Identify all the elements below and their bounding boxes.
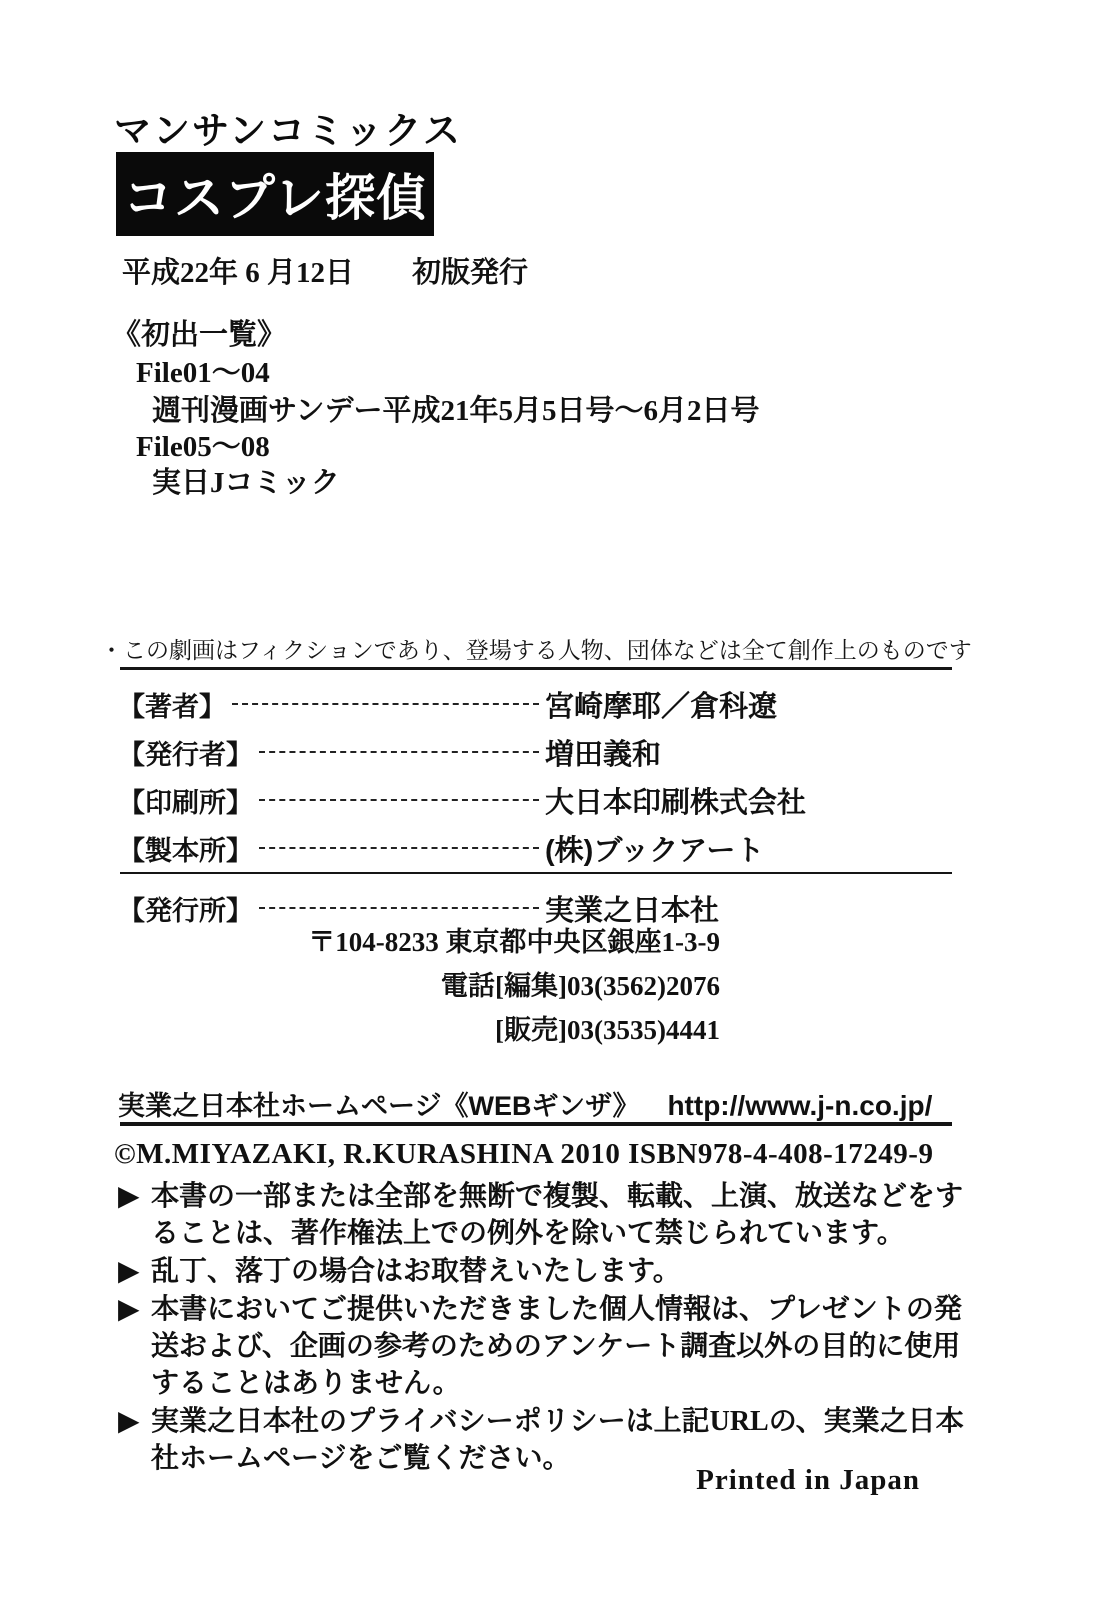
publisher-phone-editorial: 電話[編集]03(3562)2076 — [441, 971, 720, 1001]
credit-row-bindery — [118, 824, 842, 872]
edition-date-line: 平成22年 6 月12日 初版発行 — [122, 257, 529, 289]
credit-value: 大日本印刷株式会社 — [545, 786, 807, 819]
triangle-bullet-icon: ▶ — [118, 1406, 140, 1437]
divider-middle — [120, 872, 952, 874]
dotted-leader — [259, 751, 539, 753]
dotted-leader — [259, 847, 539, 849]
credit-label: 【発行所】 — [118, 895, 253, 926]
first-publication-file-range: File05～08 — [136, 431, 270, 463]
homepage-line — [118, 1084, 958, 1123]
legal-notices — [118, 1178, 964, 1478]
triangle-bullet-icon: ▶ — [118, 1181, 140, 1212]
homepage-url: http://www.j-n.co.jp/ — [667, 1090, 933, 1121]
first-publication-file-range: File01～04 — [136, 357, 270, 389]
notice-text: 乱丁、落丁の場合はお取替えいたします。 — [151, 1256, 681, 1287]
first-publication-heading: 《初出一覧》 — [112, 319, 287, 351]
fiction-disclaimer: ・この劇画はフィクションであり、登場する人物、団体などは全て創作上のものです — [100, 637, 972, 663]
credit-label: 【著者】 — [118, 691, 226, 722]
divider-bottom — [120, 1122, 952, 1126]
publisher-phone-sales: [販売]03(3535)4441 — [495, 1015, 720, 1045]
credit-label: 【製本所】 — [118, 835, 253, 866]
notice-personal-information — [118, 1291, 964, 1402]
credit-row-author — [118, 680, 842, 728]
credits-table — [118, 680, 842, 872]
copyright-isbn-line: ©M.MIYAZAKI, R.KURASHINA 2010 ISBN978-4-408-17249-9 — [114, 1138, 934, 1170]
notice-defective-copies — [118, 1253, 964, 1290]
triangle-bullet-icon: ▶ — [118, 1294, 140, 1325]
credit-row-printer — [118, 776, 842, 824]
dotted-leader — [259, 907, 539, 909]
credit-label: 【発行者】 — [118, 739, 253, 770]
triangle-bullet-icon: ▶ — [118, 1256, 140, 1287]
homepage-label: 実業之日本社ホームページ《WEBギンザ》 — [118, 1091, 640, 1121]
credit-row-publisher-person — [118, 728, 842, 776]
credit-value: 増田義和 — [545, 738, 662, 771]
first-publication-source: 実日Jコミック — [152, 467, 340, 499]
credit-value: 実業之日本社 — [545, 894, 720, 927]
title-box — [116, 152, 434, 236]
series-logo: マンサンコミックス — [114, 108, 463, 153]
notice-text: 本書においてご提供いただきました個人情報は、プレゼントの発送および、企画の参考のためのアンケート調査以外の目的に使用することはありません。 — [151, 1294, 962, 1399]
divider-top — [120, 667, 952, 670]
printed-in-japan: Printed in Japan — [696, 1464, 920, 1496]
dotted-leader — [259, 799, 539, 801]
credit-label: 【印刷所】 — [118, 787, 253, 818]
credit-value: 宮崎摩耶／倉科遼 — [545, 690, 778, 723]
notice-copy-prohibition — [118, 1178, 964, 1252]
publisher-address: 〒104-8233 東京都中央区銀座1-3-9 — [308, 927, 720, 957]
dotted-leader — [232, 703, 539, 705]
book-title: コスプレ探偵 — [123, 169, 427, 227]
credit-value: (株)ブックアート — [545, 834, 765, 867]
first-publication-source: 週刊漫画サンデー平成21年5月5日号～6月2日号 — [152, 395, 760, 427]
notice-text: 本書の一部または全部を無断で複製、転載、上演、放送などをすることは、著作権法上での例外を除いて禁じられています。 — [151, 1181, 964, 1249]
notice-text: 実業之日本社のプライバシーポリシーは上記URLの、実業之日本社ホームページをご覧ください。 — [151, 1406, 964, 1474]
